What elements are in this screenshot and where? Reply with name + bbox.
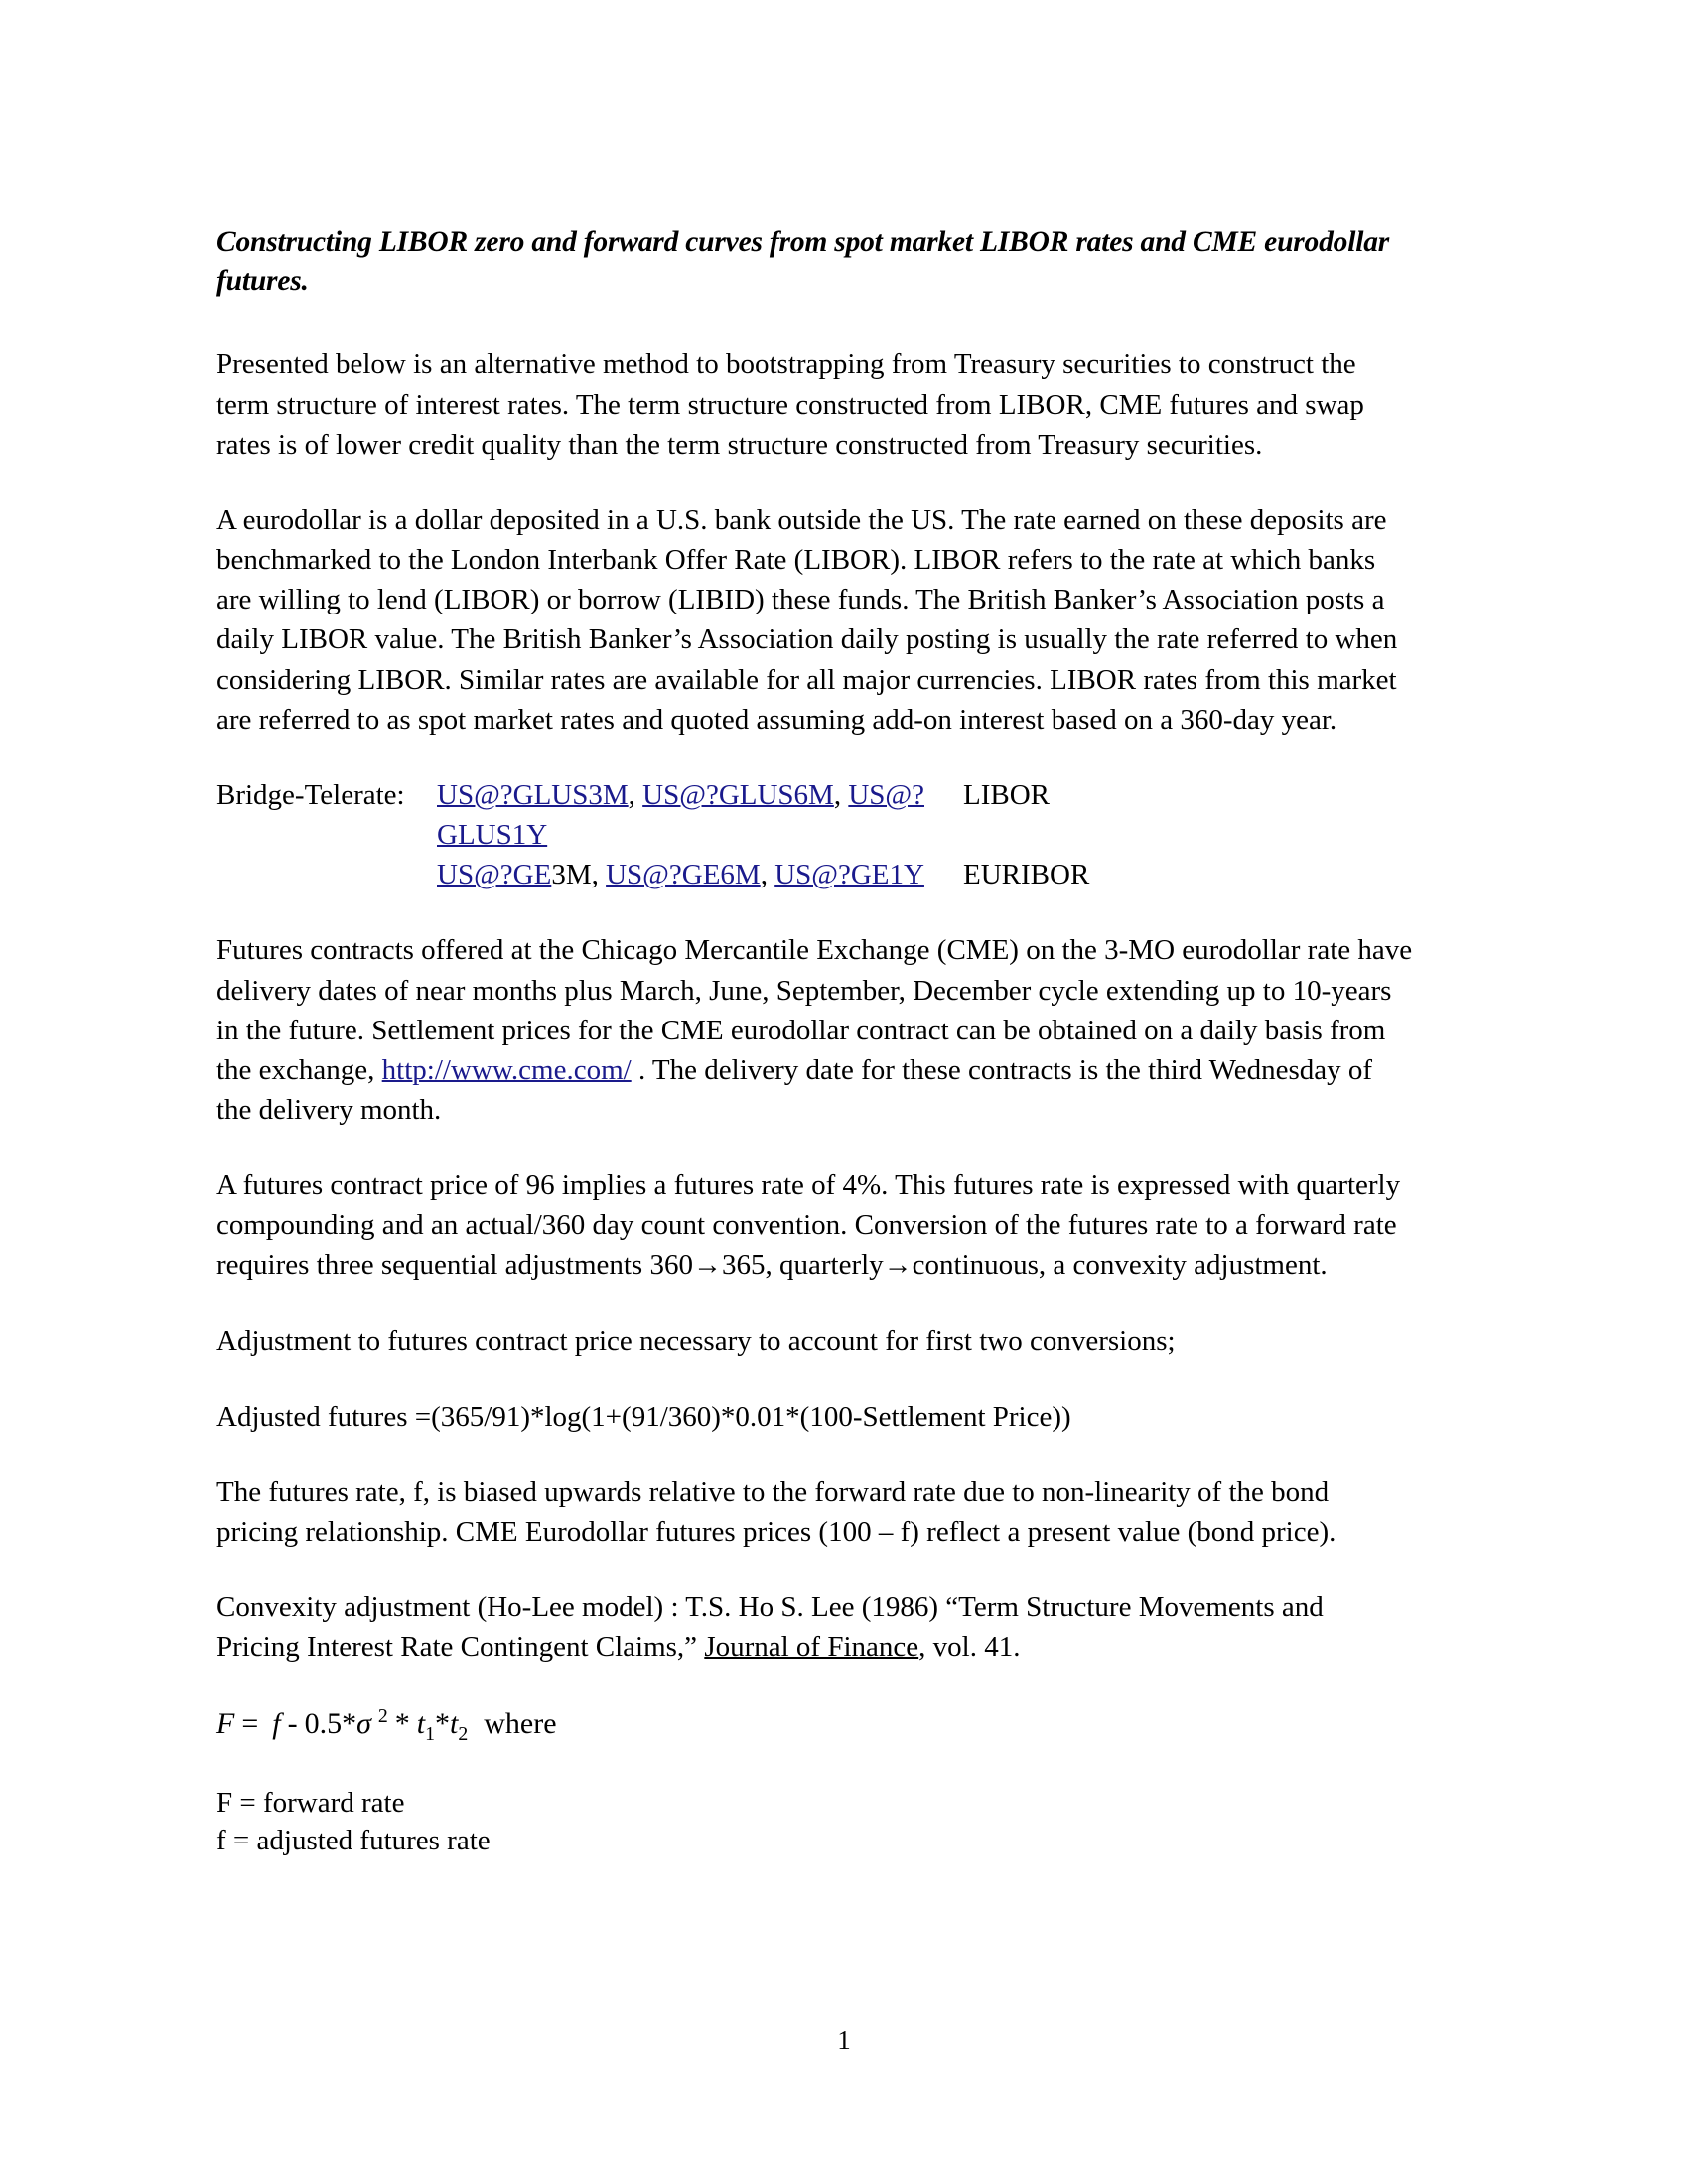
spacer — [216, 1668, 1413, 1704]
telerate-tag-euribor: EURIBOR — [963, 859, 1090, 891]
spacer — [216, 465, 1413, 500]
link-ge3m-suffix: 3M — [551, 859, 592, 891]
telerate-links-euribor — [437, 855, 963, 894]
spacer — [216, 1552, 1413, 1587]
link-cme-website[interactable]: http://www.cme.com/ — [381, 1053, 632, 1086]
futures-text-part2: 365, quarterly — [721, 1249, 884, 1282]
eq-sub1: 1 — [425, 1722, 436, 1745]
eq-exponent: 2 — [377, 1705, 388, 1727]
eq-where: where — [484, 1706, 557, 1740]
equation-forward-rate — [216, 1704, 1413, 1748]
separator: , — [760, 859, 775, 891]
link-ge1y[interactable]: US@?GE1Y — [774, 859, 924, 891]
link-glus3m[interactable]: US@?GLUS3M — [437, 778, 629, 811]
futures-text-part3: continuous, a convexity adjustment. — [912, 1249, 1328, 1282]
cme-text-part1: Futures contracts offered at the Chicago Mercantile Exchange (CME) on the 3-MO eurodollar rate have delivery dates of near months plus March, June, September, December cycle extending up to 10-years in the future. Settlement prices for the CME eurodollar contract can be obtained on a daily basis from the exchange, — [216, 934, 1413, 1086]
paragraph-convexity-citation — [216, 1587, 1413, 1667]
document-content — [216, 223, 1413, 1859]
link-glus1y[interactable]: US@?GLUS1Y — [437, 778, 924, 852]
convexity-text-part2: , vol. 41. — [918, 1631, 1021, 1664]
link-ge6m[interactable]: US@?GE6M — [606, 859, 761, 891]
spacer — [216, 1130, 1413, 1165]
definition-adjusted-futures-rate: f = adjusted futures rate — [216, 1825, 491, 1857]
paragraph-eurodollar: A eurodollar is a dollar deposited in a U.S. bank outside the US. The rate earned on these deposits are benchmarked to the London Interbank Offer Rate (LIBOR). LIBOR refers to the rate at which banks are willing to lend (LIBOR) or borrow (LIBID) these funds. The British Banker’s Association posts a daily LIBOR value. The British Banker’s Association daily posting is usually the rate referred to when considering LIBOR. Similar rates are available for all major currencies. LIBOR rates from this market are referred to as spot market rates and quoted assuming add-on interest based on a 360-day year. — [216, 503, 1398, 736]
eq-F: F — [216, 1706, 235, 1740]
spacer — [216, 1361, 1413, 1397]
paragraph-futures-rate — [216, 1165, 1413, 1285]
formula-adjusted-futures: Adjusted futures =(365/91)*log(1+(91/360)*0.01*(100-Settlement Price)) — [216, 1400, 1071, 1433]
link-glus6m[interactable]: US@?GLUS6M — [642, 778, 834, 811]
telerate-row-libor — [216, 775, 1413, 855]
journal-title: Journal of Finance — [704, 1631, 919, 1664]
paragraph-cme-futures — [216, 930, 1413, 1130]
telerate-label: Bridge-Telerate: — [216, 778, 405, 811]
bridge-telerate-block — [216, 775, 1413, 894]
eq-half: 0.5* — [304, 1706, 357, 1740]
eq-sub2: 2 — [458, 1722, 469, 1745]
right-arrow-icon: → — [883, 1249, 913, 1282]
convexity-text-part1: Convexity adjustment (Ho-Lee model) : T.S. Ho S. Lee (1986) “Term Structure Movements and Pricing Interest Rate Contingent Claims,” — [216, 1591, 1324, 1664]
page-title: Constructing LIBOR zero and forward curves from spot market LIBOR rates and CME eurodollar futures. — [216, 226, 1390, 298]
right-arrow-icon: → — [692, 1249, 722, 1282]
paragraph-adjustment-intro: Adjustment to futures contract price necessary to account for first two conversions; — [216, 1324, 1176, 1357]
spacer — [216, 894, 1413, 930]
eq-minus: - — [287, 1706, 298, 1740]
eq-t1: t — [416, 1706, 426, 1740]
eq-equals: = — [241, 1706, 259, 1740]
separator: , — [833, 778, 849, 811]
eq-t2: t — [450, 1706, 459, 1740]
spacer — [216, 1436, 1413, 1472]
definition-forward-rate: F = forward rate — [216, 1786, 405, 1819]
page-number: 1 — [837, 2025, 851, 2055]
eq-sigma: σ — [356, 1706, 371, 1740]
separator: , — [628, 778, 643, 811]
eq-star1: * — [394, 1706, 410, 1740]
spacer — [216, 1286, 1413, 1321]
link-ge3m[interactable]: US@?GE — [437, 859, 552, 891]
paragraph-futures-bias: The futures rate, f, is biased upwards relative to the forward rate due to non-linearity of the bond pricing relationship. CME Eurodollar futures prices (100 – f) reflect a present value (bond price). — [216, 1475, 1336, 1549]
spacer — [216, 1748, 1413, 1784]
telerate-row-euribor — [216, 855, 1413, 894]
paragraph-intro: Presented below is an alternative method to bootstrapping from Treasury securities to construct the term structure of interest rates. The term structure constructed from LIBOR, CME futures and swap rates is of lower credit quality than the term structure constructed from Treasury securities. — [216, 348, 1364, 461]
cme-text-part2: . The delivery date for these contracts is the third Wednesday of the delivery month. — [216, 1053, 1373, 1126]
separator: , — [591, 859, 607, 891]
telerate-tag-libor: LIBOR — [963, 778, 1050, 811]
futures-text-part1: A futures contract price of 96 implies a futures rate of 4%. This futures rate is expressed with quarterly compounding and an actual/360 day count convention. Conversion of the futures rate to a forward rate requires three sequential adjustments 360 — [216, 1169, 1401, 1282]
spacer — [216, 740, 1413, 775]
spacer — [216, 301, 1413, 344]
telerate-links-libor — [437, 775, 963, 855]
eq-star2: * — [435, 1706, 451, 1740]
eq-f: f — [272, 1706, 281, 1740]
